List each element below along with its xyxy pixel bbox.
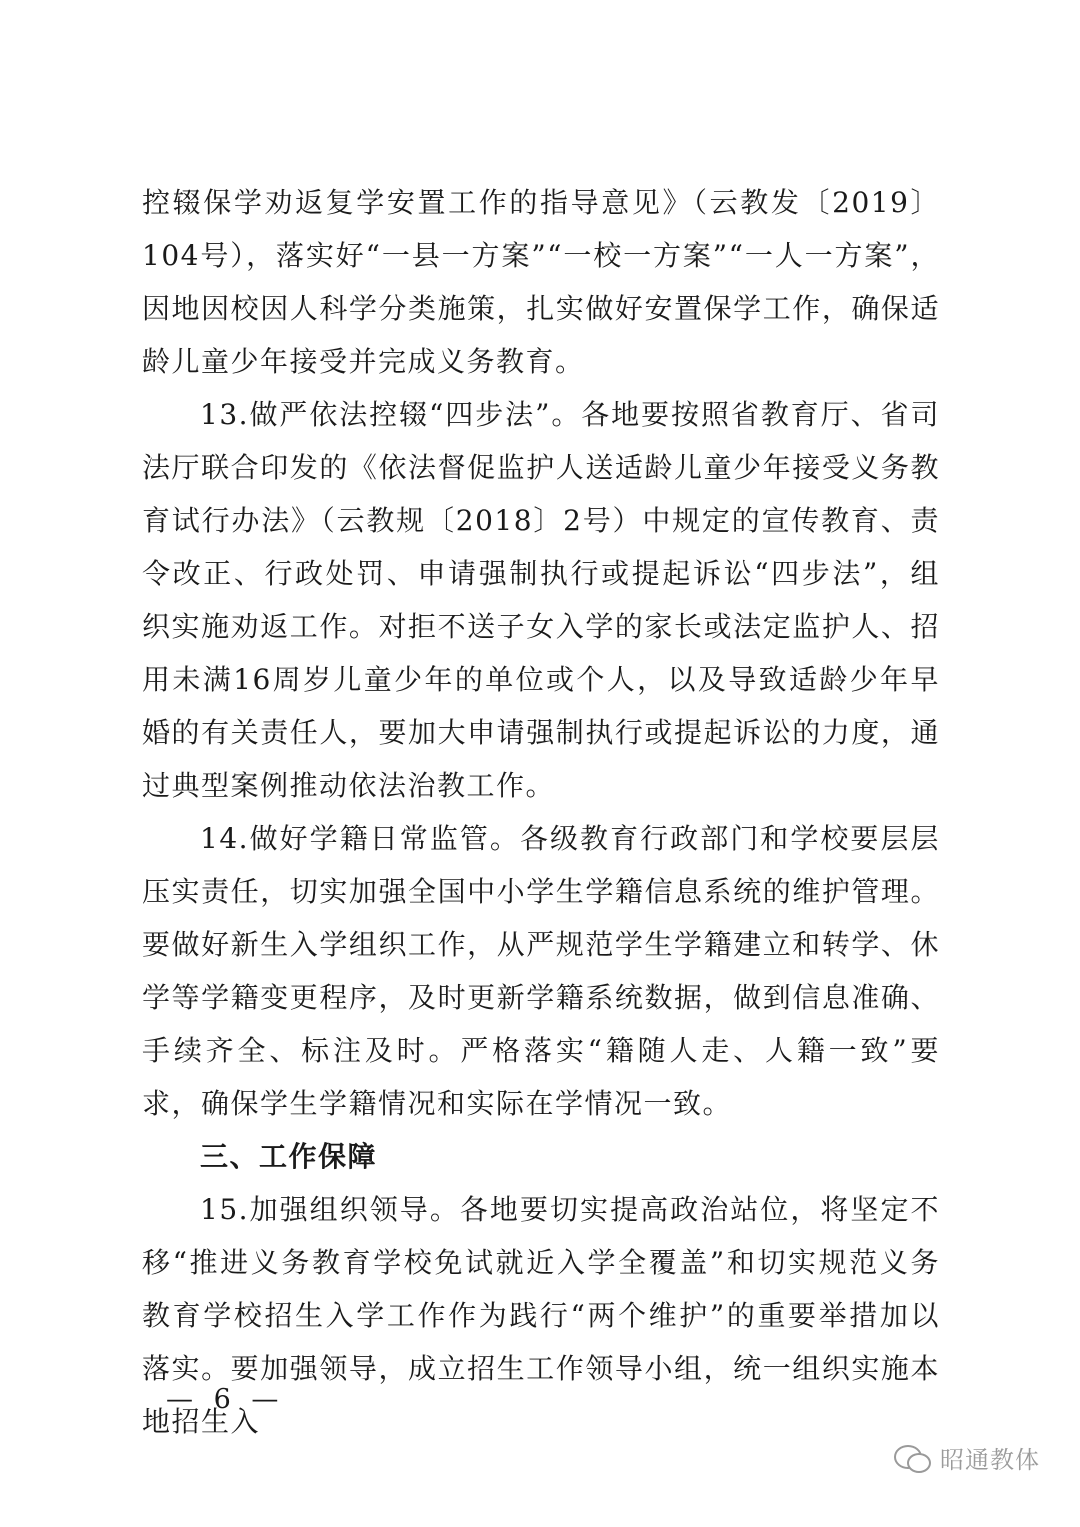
wechat-watermark: [894, 1440, 1040, 1475]
paragraph-item-13: 13.做严依法控辍“四步法”。各地要按照省教育厅、省司法厅联合印发的《依法督促监护人送适龄儿童少年接受义务教育试行办法》（云教规〔2018〕2号）中规定的宣传教育、责令改正、行政处罚、申请强制执行或提起诉讼“四步法”，组织实施劝返工作。对拒不送子女入学的家长或法定监护人、招用未满16周岁儿童少年的单位或个人，以及导致适龄少年早婚的有关责任人，要加大申请强制执行或提起诉讼的力度，通过典型案例推动依法治教工作。: [142, 398, 940, 802]
document-body: [142, 176, 940, 1448]
section-heading: 三、工作保障: [200, 1140, 378, 1173]
page-number: — 6 —: [166, 1384, 285, 1415]
paragraph-item-15: 15.加强组织领导。各地要切实提高政治站位，将坚定不移“推进义务教育学校免试就近入学全覆盖”和切实规范义务教育学校招生入学工作作为践行“两个维护”的重要举措加以落实。要加强领导，成立招生工作领导小组，统一组织实施本地招生入: [142, 1193, 940, 1438]
watermark-label: 昭通教体: [940, 1446, 1040, 1474]
wechat-icon: [894, 1443, 932, 1473]
paragraph-continuation: 控辍保学劝返复学安置工作的指导意见》（云教发〔2019〕104号），落实好“一县一方案”“一校一方案”“一人一方案”，因地因校因人科学分类施策，扎实做好安置保学工作，确保适龄儿童少年接受并完成义务教育。: [142, 186, 940, 378]
paragraph-item-14: 14.做好学籍日常监管。各级教育行政部门和学校要层层压实责任，切实加强全国中小学生学籍信息系统的维护管理。要做好新生入学组织工作，从严规范学生学籍建立和转学、休学等学籍变更程序，及时更新学籍系统数据，做到信息准确、手续齐全、标注及时。严格落实“籍随人走、人籍一致”要求，确保学生学籍情况和实际在学情况一致。: [142, 822, 940, 1120]
